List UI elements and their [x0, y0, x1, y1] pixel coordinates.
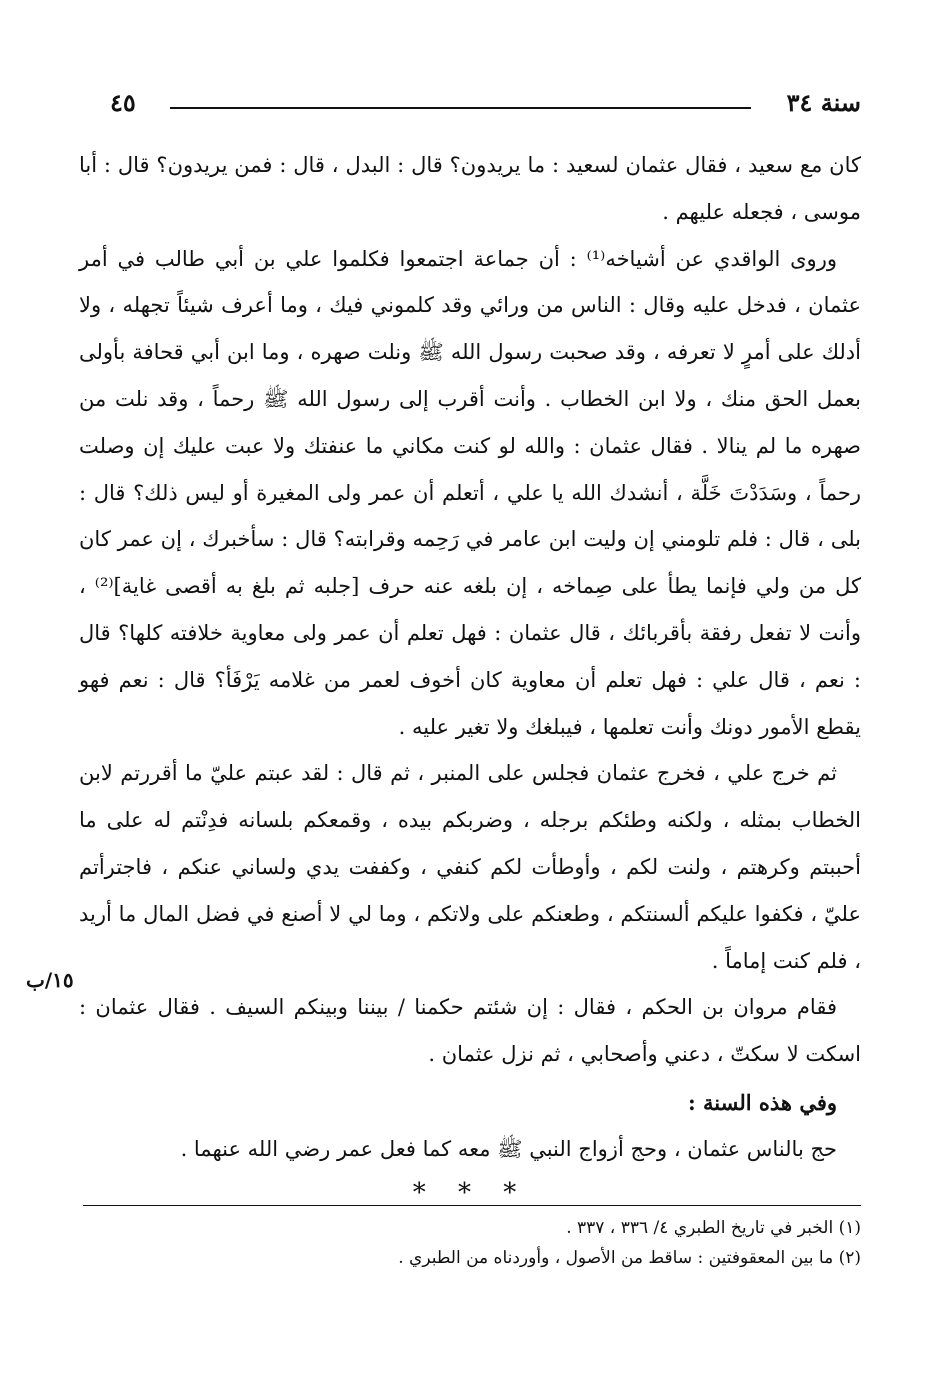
paragraph-4: فقام مروان بن الحكم ، فقال : إن شئتم حكمنا / بيننا وبينكم السيف . فقال عثمان : اسكت لا سكتّ ، دعني وأصحابي ، ثم نزل عثمان .: [79, 995, 861, 1067]
paragraph-1: كان مع سعيد ، فقال عثمان لسعيد : ما يريدون؟ قال : البدل ، قال : فمن يريدون؟ قال : أبا موسى ، فجعله عليهم .: [79, 153, 861, 224]
page-header: [110, 88, 861, 122]
paragraph-2: وروى الواقدي عن أشياخه⁽¹⁾ : أن جماعة اجتمعوا فكلموا علي بن أبي طالب في أمر عثمان ، فدخل عليه وقال : الناس من ورائي وقد كلموني فيك ، وما أعرف شيئاً تجهله ، ولا أدلك على أمرٍ لا تعرفه ، وقد صحبت رسول الله ﷺ ونلت صهره ، وما ابن أبي قحافة بأولى بعمل الحق منك ، ولا ابن الخطاب . وأنت أقرب إلى رسول الله ﷺ رحماً ، وقد نلت من صهره ما لم ينالا . فقال عثمان : والله لو كنت مكاني ما عنفتك ولا عبت عليك إن وصلت رحماً ، وسَدَدْتَ خَلَّة ، أنشدك الله يا علي ، أتعلم أن عمر ولى المغيرة أو ليس ذلك؟ قال : بلى ، قال : فلم تلومني إن وليت ابن عامر في رَحِمه وقرابته؟ قال : سأخبرك ، إن عمر كان كل من ولي فإنما يطأ على صِماخه ، إن بلغه عنه حرف [جلبه ثم بلغ به أقصى غاية]⁽²⁾ ، وأنت لا تفعل رفقة بأقربائك ، قال عثمان : فهل تعلم أن عمر ولى معاوية خلافته كلها؟ قال : نعم ، قال علي : فهل تعلم أن معاوية كان أخوف لعمر من غلامه يَرْفَأ؟ قال : نعم فهو يقطع الأمور دونك وأنت تعلمها ، فيبلغك ولا تغير عليه .: [79, 246, 861, 739]
footnote-2: (٢) ما بين المعقوفتين : ساقط من الأصول ، وأوردناه من الطبري .: [398, 1248, 861, 1268]
header-rule: [170, 107, 751, 109]
manuscript-folio-note: ١٥/ب: [26, 968, 74, 992]
running-head: سنة ٣٤: [786, 88, 861, 117]
section-separator: * * *: [412, 1178, 529, 1208]
main-text: [79, 142, 861, 1173]
section-text: حج بالناس عثمان ، وحج أزواج النبي ﷺ معه كما فعل عمر رضي الله عنهما .: [180, 1136, 837, 1161]
section-heading: وفي هذه السنة :: [687, 1089, 837, 1115]
page-number: ٤٥: [110, 88, 136, 117]
footnote-1: (١) الخبر في تاريخ الطبري ٤/ ٣٣٦ ، ٣٣٧ .: [566, 1218, 861, 1238]
footnotes: [83, 1213, 861, 1273]
paragraph-3: ثم خرج علي ، فخرج عثمان فجلس على المنبر ، ثم قال : لقد عبتم عليّ ما أقررتم لابن الخطاب بمثله ، ولكنه وطئكم برجله ، وضربكم بيده ، وقمعكم بلسانه فدِنْتم له على ما أحببتم وكرهتم ، ولنت لكم ، وأوطأت لكم كنفي ، وكففت يدي ولساني عنكم ، فاجترأتم عليّ ، فكفوا عليكم ألسنتكم ، وطعنكم على ولاتكم ، وما لي لا أصنع في فضل المال ما أريد ، فلم كنت إماماً .: [79, 761, 861, 973]
footnote-rule: [83, 1205, 861, 1206]
